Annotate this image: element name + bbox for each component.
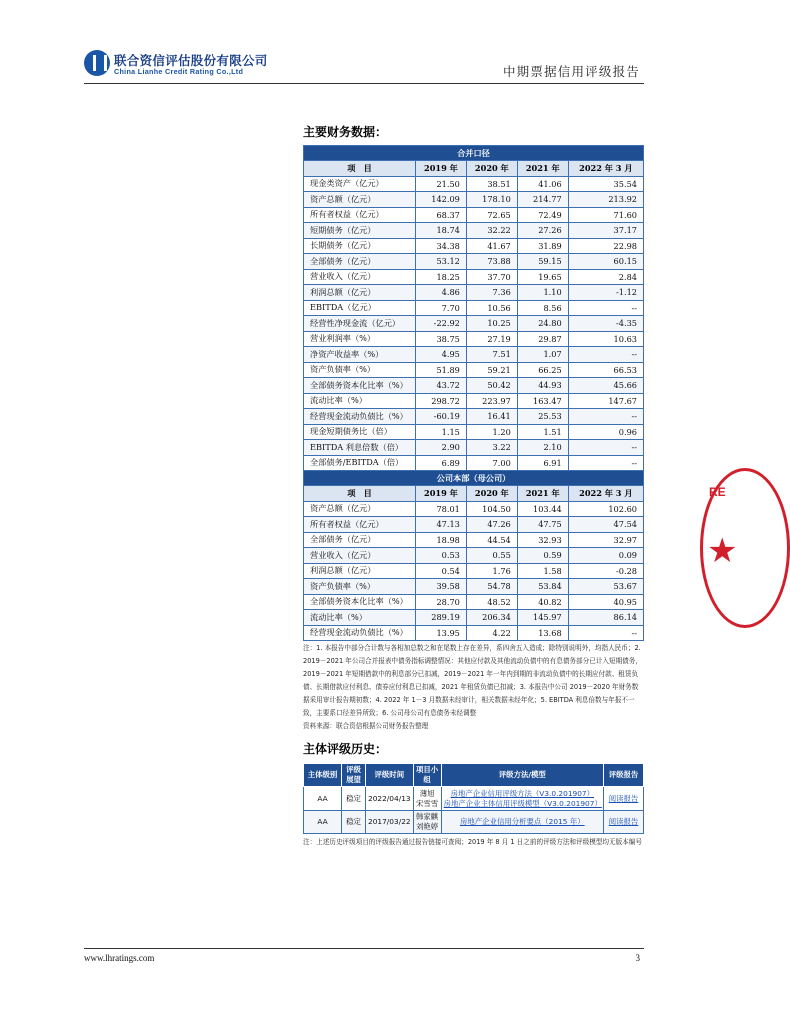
row-value: 19.65 — [517, 269, 568, 285]
table-row — [304, 347, 644, 363]
row-label: 利润总额（亿元） — [304, 285, 416, 301]
row-label: 流动比率（%） — [304, 610, 416, 626]
table-row — [304, 548, 644, 564]
rating-level: AA — [304, 787, 342, 811]
read-report-link[interactable]: 阅读报告 — [608, 817, 639, 826]
rating-level: AA — [304, 811, 342, 834]
rating-history-header-row — [304, 764, 644, 787]
row-value: 4.95 — [416, 347, 467, 363]
table-row — [304, 424, 644, 440]
row-value: 10.63 — [568, 331, 643, 347]
row-label: 资产总额（亿元） — [304, 192, 416, 208]
row-value: 22.98 — [568, 238, 643, 254]
rating-methods — [441, 787, 603, 811]
row-value: 66.53 — [568, 362, 643, 378]
row-value: 37.17 — [568, 223, 643, 239]
col-outlook: 评级展望 — [342, 764, 366, 787]
row-value: 71.60 — [568, 207, 643, 223]
row-value: 18.25 — [416, 269, 467, 285]
row-value: 43.72 — [416, 378, 467, 394]
column-header: 项 目 — [304, 161, 416, 177]
table-row — [304, 300, 644, 316]
row-label: 长期债务（亿元） — [304, 238, 416, 254]
row-label: 净资产收益率（%） — [304, 347, 416, 363]
column-header-row — [304, 161, 644, 177]
row-label: 资产总额（亿元） — [304, 501, 416, 517]
col-team: 项目小组 — [413, 764, 441, 787]
rating-history-note: 注：上述历史评级项目的评级报告通过报告链接可查阅；2019 年 8 月 1 日之前的评级方法和评级模型均无版本编号 — [303, 838, 642, 846]
row-value: 102.60 — [568, 501, 643, 517]
column-header: 2022 年 3 月 — [568, 486, 643, 502]
column-header: 2020 年 — [466, 486, 517, 502]
row-label: EBITDA 利息倍数（倍） — [304, 440, 416, 456]
row-value: 3.22 — [466, 440, 517, 456]
row-label: 全部债务资本化比率（%） — [304, 594, 416, 610]
col-method: 评级方法/模型 — [441, 764, 603, 787]
row-value: 104.50 — [466, 501, 517, 517]
table-row — [304, 176, 644, 192]
row-value: 7.00 — [466, 455, 517, 471]
row-value: 0.59 — [517, 548, 568, 564]
lianhe-logo-icon — [84, 50, 110, 76]
row-value: 7.51 — [466, 347, 517, 363]
row-value: 40.95 — [568, 594, 643, 610]
row-value: 35.54 — [568, 176, 643, 192]
row-value: 298.72 — [416, 393, 467, 409]
column-header: 2022 年 3 月 — [568, 161, 643, 177]
row-label: 营业利润率（%） — [304, 331, 416, 347]
row-value: 54.78 — [466, 579, 517, 595]
row-value: -0.28 — [568, 563, 643, 579]
row-value: 0.53 — [416, 548, 467, 564]
rating-methods — [441, 811, 603, 834]
rating-date: 2022/04/13 — [366, 787, 414, 811]
col-report: 评级报告 — [604, 764, 644, 787]
method-link[interactable]: 房地产企业信用分析要点（2015 年） — [459, 817, 585, 826]
row-value: 0.09 — [568, 548, 643, 564]
row-value: -- — [568, 440, 643, 456]
financial-notes — [303, 642, 644, 733]
group-title: 合并口径 — [304, 146, 644, 161]
model-link[interactable]: 房地产企业主体信用评级模型（V3.0.201907） — [443, 798, 602, 808]
row-value: 21.50 — [416, 176, 467, 192]
table-row — [304, 254, 644, 270]
row-value: 2.84 — [568, 269, 643, 285]
rating-team — [413, 811, 441, 834]
row-value: -22.92 — [416, 316, 467, 332]
table-row — [304, 316, 644, 332]
table-row — [304, 563, 644, 579]
table-row — [304, 610, 644, 626]
row-value: 53.84 — [517, 579, 568, 595]
row-value: 44.54 — [466, 532, 517, 548]
read-report-link[interactable]: 阅读报告 — [608, 793, 639, 803]
row-value: 38.51 — [466, 176, 517, 192]
table-row — [304, 393, 644, 409]
row-value: 59.21 — [466, 362, 517, 378]
rating-report — [604, 787, 644, 811]
row-value: 39.58 — [416, 579, 467, 595]
row-value: 10.25 — [466, 316, 517, 332]
row-value: 32.97 — [568, 532, 643, 548]
row-value: 66.25 — [517, 362, 568, 378]
row-value: 72.49 — [517, 207, 568, 223]
company-name-cn: 联合资信评估股份有限公司 — [114, 53, 268, 68]
table-row — [304, 331, 644, 347]
footer-website: www.lhratings.com — [84, 953, 155, 963]
table-row — [304, 517, 644, 533]
team-member: 韩家麒 — [416, 812, 439, 821]
row-label: 现金类资产（亿元） — [304, 176, 416, 192]
row-value: 50.42 — [466, 378, 517, 394]
row-value: 0.54 — [416, 563, 467, 579]
rating-history-table — [303, 763, 644, 834]
financials-section-title: 主要财务数据： — [303, 125, 388, 139]
row-value: 25.53 — [517, 409, 568, 425]
row-value: 4.86 — [416, 285, 467, 301]
row-value: 206.34 — [466, 610, 517, 626]
row-value: -- — [568, 300, 643, 316]
column-header: 2021 年 — [517, 161, 568, 177]
row-value: 7.70 — [416, 300, 467, 316]
row-value: -- — [568, 455, 643, 471]
row-value: 147.67 — [568, 393, 643, 409]
row-value: 27.26 — [517, 223, 568, 239]
row-label: 资产负债率（%） — [304, 362, 416, 378]
col-level: 主体级别 — [304, 764, 342, 787]
row-label: 营业收入（亿元） — [304, 548, 416, 564]
row-value: 7.36 — [466, 285, 517, 301]
table-row — [304, 238, 644, 254]
page-footer — [84, 948, 644, 968]
row-label: EBITDA（亿元） — [304, 300, 416, 316]
table-row — [304, 409, 644, 425]
row-value: 73.88 — [466, 254, 517, 270]
row-value: -- — [568, 347, 643, 363]
row-value: -- — [568, 625, 643, 641]
row-value: 47.54 — [568, 517, 643, 533]
company-name-en: China Lianhe Credit Rating Co.,Ltd — [114, 67, 244, 76]
row-value: 1.07 — [517, 347, 568, 363]
table-row — [304, 362, 644, 378]
group-header-row — [304, 146, 644, 161]
row-value: 53.12 — [416, 254, 467, 270]
rating-team — [413, 787, 441, 811]
row-value: 16.41 — [466, 409, 517, 425]
row-value: 1.76 — [466, 563, 517, 579]
row-value: 38.75 — [416, 331, 467, 347]
row-value: 37.70 — [466, 269, 517, 285]
row-label: 经营现金流动负债比（%） — [304, 625, 416, 641]
row-value: 47.13 — [416, 517, 467, 533]
row-label: 利润总额（亿元） — [304, 563, 416, 579]
row-value: 13.95 — [416, 625, 467, 641]
table-row — [304, 532, 644, 548]
row-value: 47.75 — [517, 517, 568, 533]
row-value: 13.68 — [517, 625, 568, 641]
table-row — [304, 192, 644, 208]
row-label: 全部债务（亿元） — [304, 254, 416, 270]
group-title: 公司本部（母公司） — [304, 471, 644, 486]
row-label: 资产负债率（%） — [304, 579, 416, 595]
row-label: 所有者权益（亿元） — [304, 207, 416, 223]
row-value: 145.97 — [517, 610, 568, 626]
row-value: 223.97 — [466, 393, 517, 409]
row-value: 78.01 — [416, 501, 467, 517]
row-value: -60.19 — [416, 409, 467, 425]
table-row — [304, 579, 644, 595]
row-label: 经营现金流动负债比（%） — [304, 409, 416, 425]
row-value: 8.56 — [517, 300, 568, 316]
row-value: 0.96 — [568, 424, 643, 440]
row-value: 6.91 — [517, 455, 568, 471]
row-value: 34.38 — [416, 238, 467, 254]
table-row — [304, 285, 644, 301]
col-date: 评级时间 — [366, 764, 414, 787]
row-value: 6.89 — [416, 455, 467, 471]
group-header-row — [304, 471, 644, 486]
row-value: 41.06 — [517, 176, 568, 192]
row-value: -1.12 — [568, 285, 643, 301]
rating-date: 2017/03/22 — [366, 811, 414, 834]
row-label: 经营性净现金流（亿元） — [304, 316, 416, 332]
column-header: 2020 年 — [466, 161, 517, 177]
row-label: 流动比率（%） — [304, 393, 416, 409]
team-member: 宋雪雪 — [416, 798, 439, 808]
row-label: 现金短期债务比（倍） — [304, 424, 416, 440]
row-value: 2.10 — [517, 440, 568, 456]
row-value: 142.09 — [416, 192, 467, 208]
document-title: 中期票据信用评级报告 — [502, 64, 640, 79]
table-row — [304, 455, 644, 471]
company-seal-stamp — [700, 468, 790, 628]
financial-data-table — [303, 145, 644, 641]
row-value: 1.20 — [466, 424, 517, 440]
row-value: 68.37 — [416, 207, 467, 223]
row-value: 4.22 — [466, 625, 517, 641]
team-member: 刘艳婷 — [416, 822, 439, 831]
row-label: 所有者权益（亿元） — [304, 517, 416, 533]
row-value: 60.15 — [568, 254, 643, 270]
row-value: -4.35 — [568, 316, 643, 332]
row-label: 全部债务（亿元） — [304, 532, 416, 548]
row-label: 营业收入（亿元） — [304, 269, 416, 285]
column-header: 2019 年 — [416, 161, 467, 177]
row-value: 103.44 — [517, 501, 568, 517]
row-value: 41.67 — [466, 238, 517, 254]
row-value: 86.14 — [568, 610, 643, 626]
row-value: 1.15 — [416, 424, 467, 440]
column-header: 项 目 — [304, 486, 416, 502]
row-value: 32.93 — [517, 532, 568, 548]
table-row — [304, 440, 644, 456]
row-value: 1.10 — [517, 285, 568, 301]
table-row — [304, 207, 644, 223]
row-value: 40.82 — [517, 594, 568, 610]
row-value: 72.65 — [466, 207, 517, 223]
row-value: 289.19 — [416, 610, 467, 626]
row-value: 1.58 — [517, 563, 568, 579]
row-value: 48.52 — [466, 594, 517, 610]
row-value: 59.15 — [517, 254, 568, 270]
row-value: 214.77 — [517, 192, 568, 208]
method-link[interactable]: 房地产企业信用评级方法（V3.0.201907） — [450, 788, 595, 798]
rating-outlook: 稳定 — [342, 787, 366, 811]
table-row — [304, 269, 644, 285]
main-content — [303, 123, 644, 849]
star-icon: ★ — [707, 531, 738, 571]
row-value: 45.66 — [568, 378, 643, 394]
rating-history-row — [304, 787, 644, 811]
financial-note-source: 资料来源：联合资信根据公司财务报告整理 — [303, 722, 429, 730]
row-value: 178.10 — [466, 192, 517, 208]
table-row — [304, 625, 644, 641]
row-label: 短期债务（亿元） — [304, 223, 416, 239]
row-value: 24.80 — [517, 316, 568, 332]
rating-report — [604, 811, 644, 834]
row-value: 51.89 — [416, 362, 467, 378]
column-header-row — [304, 486, 644, 502]
table-row — [304, 378, 644, 394]
table-row — [304, 501, 644, 517]
rating-history-title: 主体评级历史： — [303, 742, 388, 756]
row-label: 全部债务资本化比率（%） — [304, 378, 416, 394]
row-value: 0.55 — [466, 548, 517, 564]
row-value: 10.56 — [466, 300, 517, 316]
row-value: 53.67 — [568, 579, 643, 595]
row-value: 47.26 — [466, 517, 517, 533]
table-row — [304, 223, 644, 239]
row-value: 32.22 — [466, 223, 517, 239]
row-value: 28.70 — [416, 594, 467, 610]
page-header — [84, 44, 644, 84]
column-header: 2021 年 — [517, 486, 568, 502]
row-label: 全部债务/EBITDA（倍） — [304, 455, 416, 471]
row-value: -- — [568, 409, 643, 425]
rating-outlook: 稳定 — [342, 811, 366, 834]
row-value: 2.90 — [416, 440, 467, 456]
row-value: 44.93 — [517, 378, 568, 394]
row-value: 213.92 — [568, 192, 643, 208]
row-value: 18.98 — [416, 532, 467, 548]
row-value: 1.51 — [517, 424, 568, 440]
page-number: 3 — [635, 953, 640, 963]
financial-note-text: 注：1. 本报告中部分合计数与各相加总数之和在尾数上存在差异，系四舍五入造成；除特别说明外，均指人民币；2. 2019－2021 年公司合并报表中债务指标调整情况：其他应付款及其他流动负债中的有息债务部分已计入短期债务，2019－2021 年短期借款中的利息部分已扣减，2019－2021 年一年内到期的非流动负债中的长期应付款、租赁负债、长期借款应付利息、债券应付利息已扣减，2021 年租赁负债已扣减；3. 本报告中公司 2019－2020 年财务数据采用审计报告期初数；4. 2022 年 1－3 月数据未经审计，相关数据未经年化；5. EBITDA 利息倍数与年报不一致，主要系口径差异所致；6. 公司母公司有息债务未经调整 — [303, 644, 642, 717]
row-value: 27.19 — [466, 331, 517, 347]
row-value: 31.89 — [517, 238, 568, 254]
table-row — [304, 594, 644, 610]
stamp-text: RE — [709, 485, 726, 499]
row-value: 163.47 — [517, 393, 568, 409]
rating-history-row — [304, 811, 644, 834]
row-value: 18.74 — [416, 223, 467, 239]
column-header: 2019 年 — [416, 486, 467, 502]
row-value: 29.87 — [517, 331, 568, 347]
team-member: 薄旭 — [419, 788, 435, 798]
